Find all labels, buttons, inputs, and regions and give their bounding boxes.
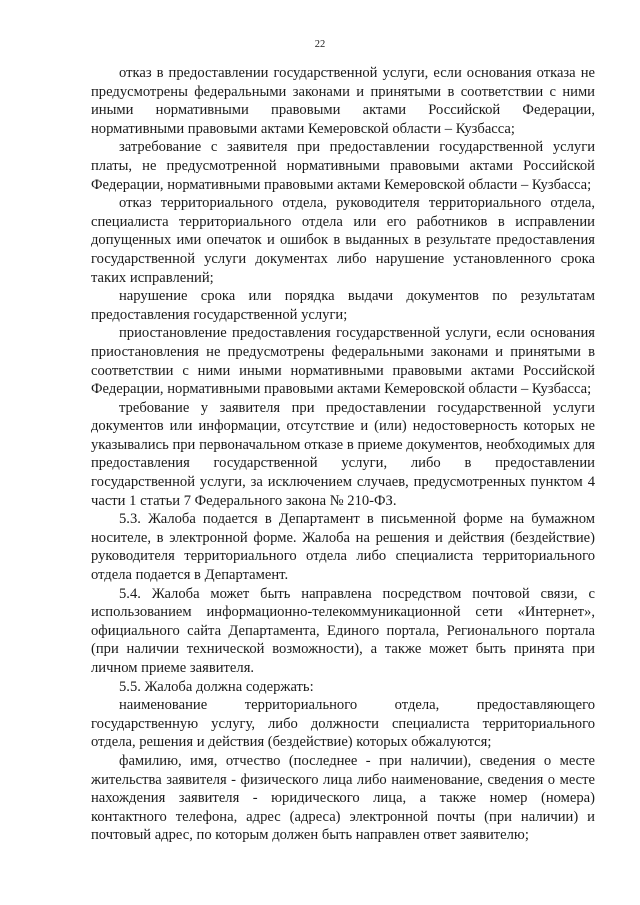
paragraph-correction-refusal: отказ территориального отдела, руководителя территориального отдела, специалиста территориального отдела или его работников в исправлении допущенных ими опечаток и ошибок в выданных в результате предоставления государственной услуги документах либо нарушение установленного срока таких исправлений; bbox=[91, 195, 595, 286]
paragraph-5-3: 5.3. Жалоба подается в Департамент в письменной форме на бумажном носителе, в электронной форме. Жалоба на решения и действия (бездействие) руководителя территориального отдела либо специалиста территориального отдела подается в Департамент. bbox=[91, 511, 595, 584]
paragraph-fee-demand: затребование с заявителя при предоставлении государственной услуги платы, не предусмотренной нормативными правовыми актами Российской Федерации, нормативными правовыми актами Кемеровской области – Кузбасса; bbox=[91, 139, 595, 193]
paragraph-document-demand: требование у заявителя при предоставлении государственной услуги документов или информации, отсутствие и (или) недостоверность которых не указывались при первоначальном отказе в приеме документов, необходимых для предоставления государственной услуги, либо в предоставлении государственной услуги, за исключением случаев, предусмотренных пунктом 4 части 1 статьи 7 Федерального закона № 210-ФЗ. bbox=[91, 399, 595, 509]
paragraph-applicant-details: фамилию, имя, отчество (последнее - при наличии), сведения о месте жительства заявителя - физического лица либо наименование, сведения о месте нахождения заявителя - юридического лица, а также номер (номера) контактного телефона, адрес (адреса) электронной почты (при наличии) и почтовый адрес, по которым должен быть направлен ответ заявителю; bbox=[91, 752, 595, 844]
page-number: 22 bbox=[314, 39, 326, 50]
paragraph-issuance-violation: нарушение срока или порядка выдачи документов по результатам предоставления государственной услуги; bbox=[91, 288, 595, 323]
document-body bbox=[91, 64, 595, 845]
paragraph-5-5: 5.5. Жалоба должна содержать: bbox=[119, 678, 314, 695]
paragraph-department-name: наименование территориального отдела, предоставляющего государственную услугу, либо должности специалиста территориального отдела, решения и действия (бездействие) которых обжалуются; bbox=[91, 697, 595, 751]
paragraph-suspension: приостановление предоставления государственной услуги, если основания приостановления не предусмотрены федеральными законами и принятыми в соответствии с ними иными нормативными правовыми актами Российской Федерации, нормативными правовыми актами Кемеровской области – Кузбасса; bbox=[91, 325, 595, 398]
paragraph-5-4: 5.4. Жалоба может быть направлена посредством почтовой связи, с использованием информационно-телекоммуникационной сети «Интернет», официального сайта Департамента, Единого портала, Регионального портала (при наличии технической возможности), а также может быть принята при личном приеме заявителя. bbox=[91, 585, 595, 676]
paragraph-refusal: отказ в предоставлении государственной услуги, если основания отказа не предусмотрены федеральными законами и принятыми в соответствии с ними иными нормативными правовыми актами Российской Федерации, нормативными правовыми актами Кемеровской области – Кузбасса; bbox=[91, 65, 595, 137]
